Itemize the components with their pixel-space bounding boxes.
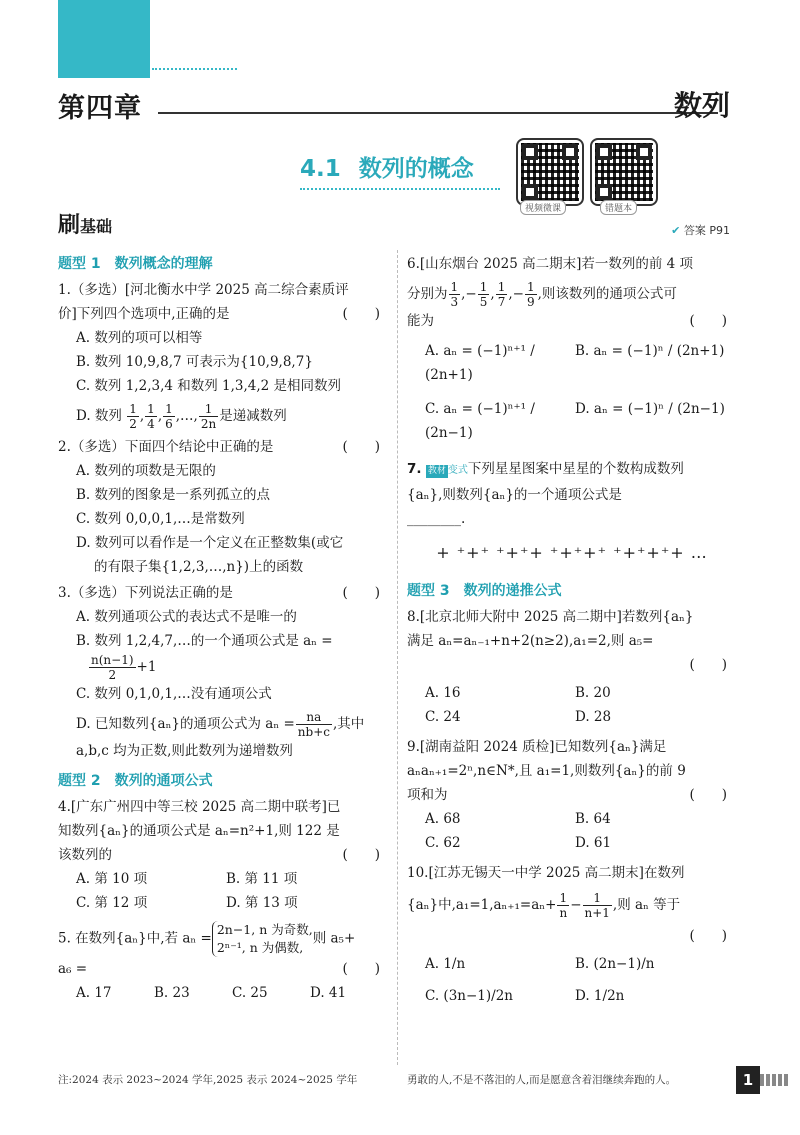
option: A. 数列的项可以相等 <box>76 330 203 346</box>
basics-heading: 刷基础 <box>58 213 113 238</box>
right-column <box>407 252 737 1008</box>
left-column <box>58 252 390 1005</box>
chapter-label: 第四章 <box>58 93 142 124</box>
question-7: 7. 教材 变式下列星星图案中星星的个数构成数列 {aₙ},则数列{aₙ}的一个通项公式是 ________. + ⁺+⁺ ⁺+⁺+ ⁺+⁺+⁺ ⁺+⁺+⁺+ … <box>407 457 737 565</box>
chapter-color-tab <box>58 0 150 78</box>
chapter-title: 数列 <box>673 89 730 122</box>
chapter-rule <box>158 112 718 114</box>
page-number-decoration <box>760 1074 788 1086</box>
option: D. 数列 $\frac{1}{2}$ , $\frac{1}{4}$ , $\frac{1}{6}$ ,…, $\frac{1}{2n}$ 是递减数列 <box>76 402 287 431</box>
motto: 勇敢的人,不是不落泪的人,而是愿意含着泪继续奔跑的人。 <box>407 1074 677 1086</box>
question-5: 5. 在数列{aₙ}中,若 aₙ = 2n−1, n 为奇数, 2ⁿ⁻¹, n 为偶数, 则 a₅+ a₆ = ( ) A. 17 B. 23 C. 25 D. 41 <box>58 922 380 1001</box>
question-9: 9.[湖南益阳 2024 质检]已知数列{aₙ}满足 aₙaₙ₊₁=2ⁿ,n∈N*,且 a₁=1,则数列{aₙ}的前 9 项和为 ( ) A. 68 B. 64 C. 62 D. 61 <box>407 739 727 851</box>
question-2: 2.（多选）下面四个结论中正确的是 ( ) A. 数列的项数是无限的 B. 数列的图象是一系列孤立的点 C. 数列 0,0,0,1,…是常数列 D. 数列可以看作是一个定义在正整数集(或它 的有限子集{1,2,3,…,n})上的函数 <box>58 439 380 575</box>
topic-heading-3: 题型 3 数列的递推公式 <box>407 583 562 599</box>
option: C. 数列 1,2,3,4 和数列 1,3,4,2 是相同数列 <box>76 378 342 394</box>
question-3: 3.（多选）下列说法正确的是 ( ) A. 数列通项公式的表达式不是唯一的 B. 数列 1,2,4,7,…的一个通项公式是 aₙ = $\frac{n(n-1)}{2}$ +1 C. 数列 0,1,0,1,…没有通项公式 D. 已知数列{aₙ}的通项公式为 aₙ = $\frac{na}{nb+c}$ ,其中 a,b,c 均为正数,则此数列为递增数列 <box>58 585 380 759</box>
page-number: 1 <box>736 1066 760 1094</box>
question-10: 10.[江苏无锡天一中学 2025 高二期末]在数列 {aₙ}中,a₁=1,aₙ₊₁=aₙ+ $\frac{1}{n}$ − $\frac{1}{n+1}$ ,则 aₙ 等于 ( ) A. 1/n B. (2n−1)/n C. (3n−1)/2n D. 1/2n <box>407 865 727 1004</box>
answer-blank: ( ) <box>342 306 380 322</box>
qr-code-mistakes[interactable] <box>590 138 658 206</box>
qr-code-video[interactable] <box>516 138 584 206</box>
section-underline <box>300 188 500 190</box>
option: B. 数列 10,9,8,7 可表示为{10,9,8,7} <box>76 354 313 370</box>
qr-label-mistakes: 错题本 <box>600 200 637 215</box>
column-divider <box>397 250 398 1065</box>
qr-label-video: 视频微课 <box>520 200 566 215</box>
section-title <box>300 150 474 183</box>
decorative-dots <box>152 68 237 70</box>
check-icon: ✔ <box>671 224 681 237</box>
section-name: 数列的概念 <box>358 156 474 182</box>
question-1: 1.（多选）[河北衡水中学 2025 高二综合素质评 价]下列四个选项中,正确的是 ( ) A. 数列的项可以相等 B. 数列 10,9,8,7 可表示为{10,9,8,7} C. 数列 1,2,3,4 和数列 1,3,4,2 是相同数列 D. 数列 $\frac{1}{2}$ , $\frac{1}{4}$ , $\frac{1}{6}$ ,…, $\frac{1}{2n}$ 是递减数列 <box>58 278 390 431</box>
question-6: 6.[山东烟台 2025 高二期末]若一数列的前 4 项 分别为 $\frac{1}{3}$ ,− $\frac{1}{5}$ , $\frac{1}{7}$ ,− $\frac{1}{9}$ ,则该数列的通项公式可 能为 ( ) A. aₙ = (−1)ⁿ⁺¹ / (2n+1) B. aₙ = (−1)ⁿ / (2n+1) C. aₙ = (−1)ⁿ⁺¹ / (2n−1) D. aₙ = (−1)ⁿ / (2n−1) <box>407 256 727 441</box>
footnote: 注:2024 表示 2023~2024 学年,2025 表示 2024~2025 学年 <box>58 1074 358 1086</box>
question-8: 8.[北京北师大附中 2025 高二期中]若数列{aₙ} 满足 aₙ=aₙ₋₁+n+2(n≥2),a₁=2,则 a₅= ( ) A. 16 B. 20 C. 24 D. 28 <box>407 609 727 725</box>
topic-heading-1: 题型 1 数列概念的理解 <box>58 256 213 272</box>
star-pattern: + ⁺+⁺ ⁺+⁺+ ⁺+⁺+⁺ ⁺+⁺+⁺+ … <box>436 543 708 562</box>
topic-heading-2: 题型 2 数列的通项公式 <box>58 773 213 789</box>
question-4: 4.[广东广州四中等三校 2025 高二期中联考]已 知数列{aₙ}的通项公式是 aₙ=n²+1,则 122 是 该数列的 ( ) A. 第 10 项 B. 第 11 项 C. 第 12 项 D. 第 13 项 <box>58 799 380 911</box>
section-number: 4.1 <box>300 156 341 182</box>
answer-reference: ✔ 答案 P91 <box>671 224 730 237</box>
